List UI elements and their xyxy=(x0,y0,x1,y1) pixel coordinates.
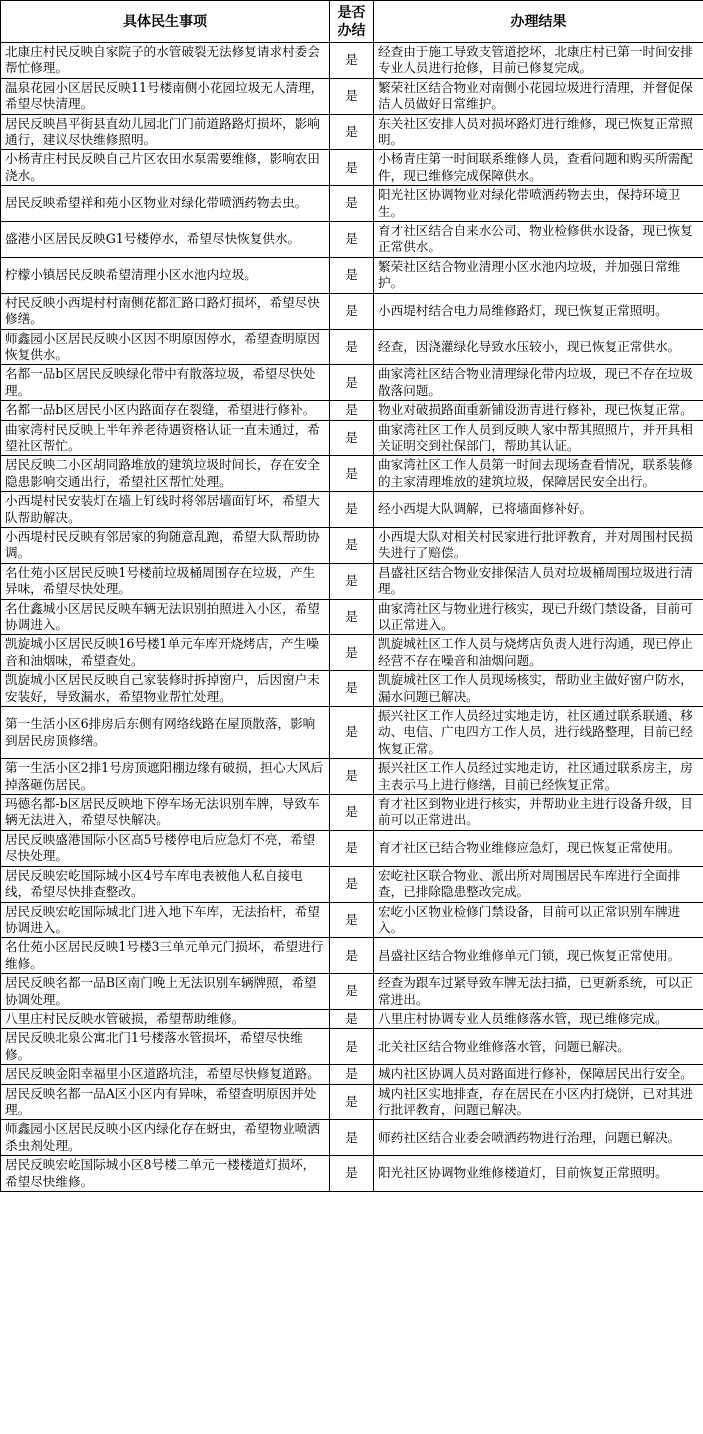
table-row xyxy=(1,795,703,831)
header-result: 办理结果 xyxy=(374,1,703,43)
done-cell: 是 xyxy=(330,671,374,707)
matter-cell: 居民反映宏屹国际城北门进入地下车库，无法抬杆，希望协调进入。 xyxy=(1,902,330,938)
table-row xyxy=(1,257,703,293)
table-row xyxy=(1,707,703,759)
table-row xyxy=(1,1065,703,1084)
done-cell: 是 xyxy=(330,1065,374,1084)
matter-cell: 村民反映小西堤村村南侧花都汇路口路灯损坏，希望尽快修缮。 xyxy=(1,293,330,329)
table-row xyxy=(1,1084,703,1120)
done-cell: 是 xyxy=(330,866,374,902)
matter-cell: 玛德名都-b区居民反映地下停车场无法识别车牌，导致车辆无法进入，希望尽快解决。 xyxy=(1,795,330,831)
matter-cell: 凯旋城小区居民反映自己家装修时拆掉窗户，后因窗户未安装好，导致漏水，希望物业帮忙处理。 xyxy=(1,671,330,707)
done-cell: 是 xyxy=(330,329,374,365)
matter-cell: 名仕苑小区居民反映1号楼3三单元单元门损坏，希望进行维修。 xyxy=(1,938,330,974)
result-cell: 曲家湾社区工作人员到反映人家中帮其照照片，并开具相关证明交到社保部门，帮助其认证。 xyxy=(374,420,703,456)
table-row xyxy=(1,420,703,456)
matter-cell: 居民反映二小区胡同路堆放的建筑垃圾时间长，存在安全隐患影响交通出行，希望社区帮忙处理。 xyxy=(1,456,330,492)
table-row xyxy=(1,830,703,866)
result-cell: 经查由于施工导致支管道挖坏，北康庄村已第一时间安排专业人员进行抢修，目前已修复完成。 xyxy=(374,43,703,79)
matter-cell: 名仕苑小区居民反映1号楼前垃圾桶周围存在垃圾，产生异味，希望尽快处理。 xyxy=(1,563,330,599)
table-row xyxy=(1,1120,703,1156)
table-row xyxy=(1,329,703,365)
result-cell: 育才社区到物业进行核实，并帮助业主进行设备升级，目前可以正常进出。 xyxy=(374,795,703,831)
table-row xyxy=(1,759,703,795)
table-row xyxy=(1,401,703,420)
table-row xyxy=(1,866,703,902)
done-cell: 是 xyxy=(330,401,374,420)
result-cell: 振兴社区工作人员经过实地走访，社区通过联系房主，房主表示马上进行修缮，目前已经恢复正常。 xyxy=(374,759,703,795)
result-cell: 经小西堤大队调解，已将墙面修补好。 xyxy=(374,492,703,528)
done-cell: 是 xyxy=(330,759,374,795)
result-cell: 宏屹社区联合物业、派出所对周围居民车库进行全面排查，已排除隐患整改完成。 xyxy=(374,866,703,902)
table-row xyxy=(1,114,703,150)
done-cell: 是 xyxy=(330,150,374,186)
result-cell: 繁荣社区结合物业清理小区水池内垃圾，并加强日常维护。 xyxy=(374,257,703,293)
result-cell: 城内社区实地排查，存在居民在小区内打烧饼，已对其进行批评教育，问题已解决。 xyxy=(374,1084,703,1120)
matter-cell: 名仕鑫城小区居民反映车辆无法识别拍照进入小区，希望协调进入。 xyxy=(1,599,330,635)
result-cell: 繁荣社区结合物业对南侧小花园垃圾进行清理，并督促保洁人员做好日常维护。 xyxy=(374,78,703,114)
matter-cell: 柠檬小镇居民反映希望清理小区水池内垃圾。 xyxy=(1,257,330,293)
table-row xyxy=(1,78,703,114)
done-cell: 是 xyxy=(330,635,374,671)
done-cell: 是 xyxy=(330,599,374,635)
result-cell: 物业对破损路面重新铺设沥青进行修补，现已恢复正常。 xyxy=(374,401,703,420)
matter-cell: 居民反映盛港国际小区高5号楼停电后应急灯不亮，希望尽快处理。 xyxy=(1,830,330,866)
table-row xyxy=(1,1009,703,1028)
result-cell: 凯旋城社区工作人员与烧烤店负责人进行沟通，现已停止经营不存在噪音和油烟问题。 xyxy=(374,635,703,671)
done-cell: 是 xyxy=(330,563,374,599)
done-cell: 是 xyxy=(330,1084,374,1120)
result-cell: 昌盛社区结合物业安排保洁人员对垃圾桶周围垃圾进行清理。 xyxy=(374,563,703,599)
done-cell: 是 xyxy=(330,492,374,528)
done-cell: 是 xyxy=(330,1009,374,1028)
done-cell: 是 xyxy=(330,795,374,831)
done-cell: 是 xyxy=(330,1120,374,1156)
table-row xyxy=(1,1029,703,1065)
done-cell: 是 xyxy=(330,293,374,329)
table-row xyxy=(1,150,703,186)
matter-cell: 居民反映宏屹国际城小区8号楼二单元一楼楼道灯损坏，希望尽快维修。 xyxy=(1,1156,330,1192)
result-cell: 振兴社区工作人员经过实地走访，社区通过联系联通、移动、电信、广电四方工作人员，进行线路整理，目前已经恢复正常。 xyxy=(374,707,703,759)
matter-cell: 小西堤村民安装灯在墙上钉线时将邻居墙面钉坏，希望大队帮助解决。 xyxy=(1,492,330,528)
table-row xyxy=(1,222,703,258)
result-cell: 曲家湾社区与物业进行核实，现已升级门禁设备，目前可以正常进入。 xyxy=(374,599,703,635)
header-row xyxy=(1,1,703,43)
table-row xyxy=(1,1156,703,1192)
matter-cell: 温泉花园小区居民反映11号楼南侧小花园垃圾无人清理，希望尽快清理。 xyxy=(1,78,330,114)
done-cell: 是 xyxy=(330,527,374,563)
table-row xyxy=(1,599,703,635)
table-row xyxy=(1,492,703,528)
table-row xyxy=(1,671,703,707)
matter-cell: 第一生活小区6排房后东侧有网络线路在屋顶散落，影响到居民房顶修缮。 xyxy=(1,707,330,759)
done-cell: 是 xyxy=(330,456,374,492)
done-cell: 是 xyxy=(330,43,374,79)
matter-cell: 曲家湾村民反映上半年养老待遇资格认证一直未通过，希望社区帮忙。 xyxy=(1,420,330,456)
matter-cell: 居民反映名都一品A区小区内有异味，希望查明原因并处理。 xyxy=(1,1084,330,1120)
table-row xyxy=(1,902,703,938)
matter-cell: 居民反映金阳幸福里小区道路坑洼，希望尽快修复道路。 xyxy=(1,1065,330,1084)
done-cell: 是 xyxy=(330,365,374,401)
done-cell: 是 xyxy=(330,938,374,974)
result-cell: 宏屹小区物业检修门禁设备，目前可以正常识别车牌进入。 xyxy=(374,902,703,938)
table-row xyxy=(1,186,703,222)
result-cell: 城内社区协调人员对路面进行修补，保障居民出行安全。 xyxy=(374,1065,703,1084)
table-row xyxy=(1,43,703,79)
result-cell: 曲家湾社区工作人员第一时间去现场查看情况，联系装修的主家清理堆放的建筑垃圾，保障居民安全出行。 xyxy=(374,456,703,492)
result-cell: 北关社区结合物业维修落水管，问题已解决。 xyxy=(374,1029,703,1065)
header-matter: 具体民生事项 xyxy=(1,1,330,43)
result-cell: 育才社区已结合物业维修应急灯，现已恢复正常使用。 xyxy=(374,830,703,866)
done-cell: 是 xyxy=(330,1156,374,1192)
result-cell: 八里庄村协调专业人员维修落水管，现已维修完成。 xyxy=(374,1009,703,1028)
done-cell: 是 xyxy=(330,974,374,1010)
result-cell: 曲家湾社区结合物业清理绿化带内垃圾，现已不存在垃圾散落问题。 xyxy=(374,365,703,401)
result-cell: 育才社区结合自来水公司、物业检修供水设备，现已恢复正常供水。 xyxy=(374,222,703,258)
matter-cell: 盛港小区居民反映G1号楼停水，希望尽快恢复供水。 xyxy=(1,222,330,258)
done-cell: 是 xyxy=(330,902,374,938)
matter-cell: 小西堤村民反映有邻居家的狗随意乱跑，希望大队帮助协调。 xyxy=(1,527,330,563)
matter-cell: 居民反映北泉公寓北门1号楼落水管损坏，希望尽快维修。 xyxy=(1,1029,330,1065)
done-cell: 是 xyxy=(330,830,374,866)
result-cell: 小西堤村结合电力局维修路灯，现已恢复正常照明。 xyxy=(374,293,703,329)
done-cell: 是 xyxy=(330,222,374,258)
matter-cell: 名都一品b区居民小区内路面存在裂缝，希望进行修补。 xyxy=(1,401,330,420)
table-row xyxy=(1,527,703,563)
matter-cell: 八里庄村民反映水管破损，希望帮助维修。 xyxy=(1,1009,330,1028)
table-row xyxy=(1,938,703,974)
table-row xyxy=(1,365,703,401)
table-row xyxy=(1,974,703,1010)
result-cell: 阳光社区协调物业维修楼道灯，目前恢复正常照明。 xyxy=(374,1156,703,1192)
matter-cell: 北康庄村民反映自家院子的水管破裂无法修复请求村委会帮忙修理。 xyxy=(1,43,330,79)
matter-cell: 凯旋城小区居民反映16号楼1单元车库开烧烤店，产生噪音和油烟味，希望查处。 xyxy=(1,635,330,671)
result-cell: 经查为跟车过紧导致车牌无法扫描，已更新系统，可以正常进出。 xyxy=(374,974,703,1010)
matter-cell: 师鑫园小区居民反映小区因不明原因停水，希望查明原因恢复供水。 xyxy=(1,329,330,365)
matter-cell: 师鑫园小区居民反映小区内绿化存在蚜虫，希望物业喷洒杀虫剂处理。 xyxy=(1,1120,330,1156)
matter-cell: 小杨青庄村民反映自己片区农田水泵需要维修，影响农田浇水。 xyxy=(1,150,330,186)
matter-cell: 居民反映名都一品B区南门晚上无法识别车辆牌照，希望协调处理。 xyxy=(1,974,330,1010)
done-cell: 是 xyxy=(330,114,374,150)
done-cell: 是 xyxy=(330,186,374,222)
matter-cell: 居民反映昌平街县直幼儿园北门门前道路路灯损坏，影响通行，建议尽快维修照明。 xyxy=(1,114,330,150)
done-cell: 是 xyxy=(330,257,374,293)
result-cell: 凯旋城社区工作人员现场核实，帮助业主做好窗户防水，漏水问题已解决。 xyxy=(374,671,703,707)
matter-cell: 居民反映宏屹国际城小区4号车库电表被他人私自接电线，希望尽快排查整改。 xyxy=(1,866,330,902)
matter-cell: 居民反映希望祥和苑小区物业对绿化带喷洒药物去虫。 xyxy=(1,186,330,222)
result-cell: 东关社区安排人员对损坏路灯进行维修，现已恢复正常照明。 xyxy=(374,114,703,150)
done-cell: 是 xyxy=(330,78,374,114)
done-cell: 是 xyxy=(330,707,374,759)
done-cell: 是 xyxy=(330,1029,374,1065)
table-row xyxy=(1,563,703,599)
result-cell: 经查，因浇灌绿化导致水压较小，现已恢复正常供水。 xyxy=(374,329,703,365)
table-row xyxy=(1,635,703,671)
result-cell: 小西堤大队对相关村民家进行批评教育，并对周围村民损失进行了赔偿。 xyxy=(374,527,703,563)
table-row xyxy=(1,293,703,329)
matter-cell: 名都一品b区居民反映绿化带中有散落垃圾，希望尽快处理。 xyxy=(1,365,330,401)
result-cell: 昌盛社区结合物业维修单元门锁，现已恢复正常使用。 xyxy=(374,938,703,974)
table-row xyxy=(1,456,703,492)
matter-cell: 第一生活小区2排1号房顶遮阳棚边缘有破损，担心大风后掉落砸伤居民。 xyxy=(1,759,330,795)
done-cell: 是 xyxy=(330,420,374,456)
header-done: 是否办结 xyxy=(330,1,374,43)
result-cell: 小杨青庄第一时间联系维修人员，查看问题和购买所需配件，现已维修完成保障供水。 xyxy=(374,150,703,186)
result-cell: 阳光社区协调物业对绿化带喷洒药物去虫，保持环境卫生。 xyxy=(374,186,703,222)
result-cell: 师药社区结合业委会喷洒药物进行治理，问题已解决。 xyxy=(374,1120,703,1156)
